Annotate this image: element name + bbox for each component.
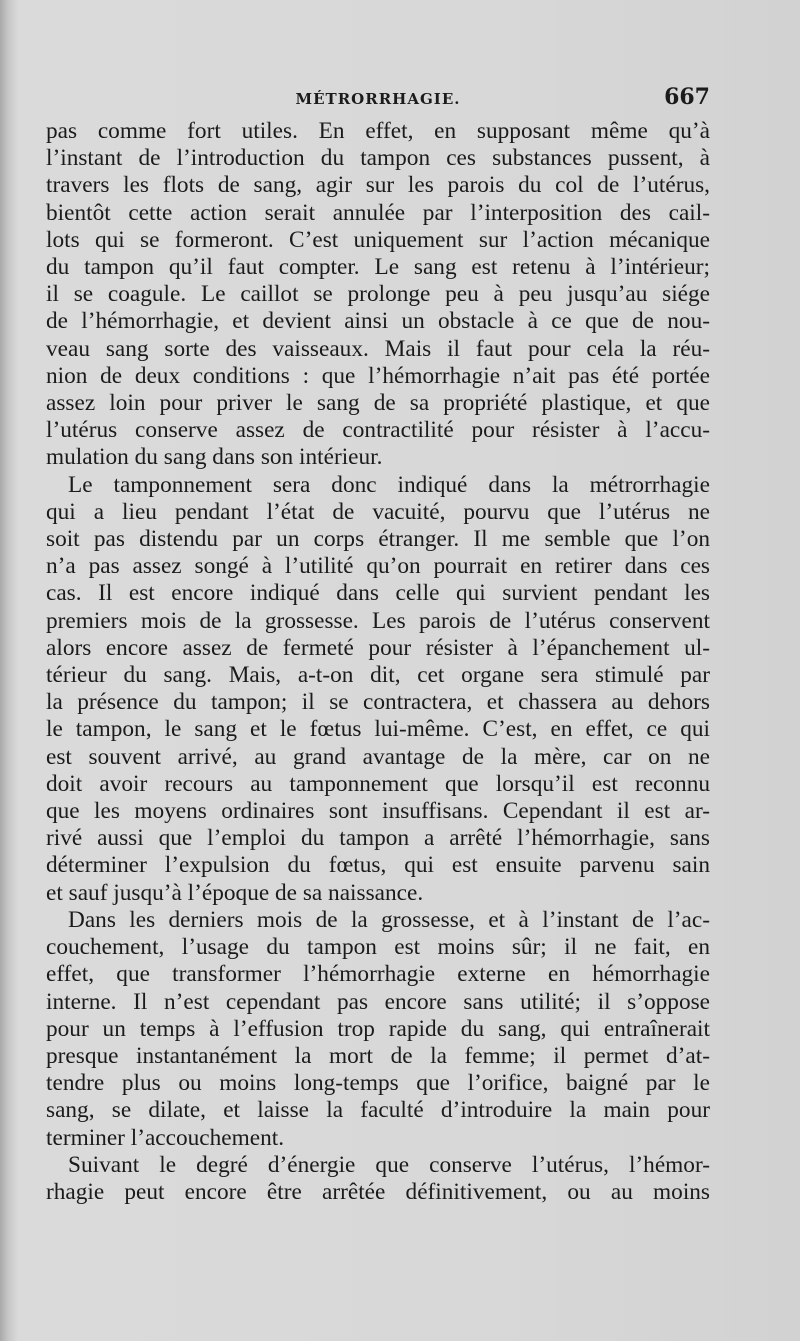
text-line: travers les flots de sang, agir sur les parois du col de l’utérus,: [46, 172, 710, 199]
text-line: sang, se dilate, et laisse la faculté d’introduire la main pour: [46, 1097, 710, 1124]
text-line: qui a lieu pendant l’état de vacuité, pourvu que l’utérus ne: [46, 498, 710, 525]
running-title: MÉTRORRHAGIE.: [295, 90, 461, 108]
page-number: 667: [664, 84, 710, 110]
text-line: presque instantanément la mort de la femme; il permet d’at-: [46, 1042, 710, 1069]
text-line: mulation du sang dans son intérieur.: [46, 444, 383, 471]
text-line: couchement, l’usage du tampon est moins sûr; il ne fait, en: [46, 934, 710, 961]
running-head: [46, 84, 710, 114]
text-line: bientôt cette action serait annulée par l’interposition des cail-: [46, 199, 710, 226]
paragraph: [46, 118, 710, 472]
text-line: et sauf jusqu’à l’époque de sa naissance.: [46, 879, 424, 906]
text-line: il se coagule. Le caillot se prolonge peu à peu jusqu’au siége: [46, 281, 710, 308]
text-line: Le tamponnement sera donc indiqué dans la métrorrhagie: [68, 471, 710, 498]
text-line: l’instant de l’introduction du tampon ces substances pussent, à: [46, 145, 710, 172]
text-line: déterminer l’expulsion du fœtus, qui est ensuite parvenu sain: [46, 852, 710, 879]
text-line: doit avoir recours au tamponnement que lorsqu’il est reconnu: [46, 770, 710, 797]
text-line: térieur du sang. Mais, a-t-on dit, cet organe sera stimulé par: [46, 662, 710, 689]
text-line: nion de deux conditions : que l’hémorrhagie n’ait pas été portée: [46, 362, 710, 389]
text-line: lots qui se formeront. C’est uniquement sur l’action mécanique: [46, 226, 710, 253]
paragraph: [46, 472, 710, 907]
text-line: rivé aussi que l’emploi du tampon a arrêté l’hémorrhagie, sans: [46, 825, 710, 852]
text-line: rhagie peut encore être arrêtée définitivement, ou au moins: [46, 1178, 710, 1205]
text-line: le tampon, le sang et le fœtus lui-même. C’est, en effet, ce qui: [46, 716, 710, 743]
text-line: de l’hémorrhagie, et devient ainsi un obstacle à ce que de nou-: [46, 308, 710, 335]
text-line: pour un temps à l’effusion trop rapide du sang, qui entraînerait: [46, 1015, 710, 1042]
text-line: terminer l’accouchement.: [46, 1124, 285, 1151]
text-line: Suivant le degré d’énergie que conserve l’utérus, l’hémor-: [68, 1151, 710, 1178]
text-line: soit pas distendu par un corps étranger. Il me semble que l’on: [46, 526, 710, 553]
paragraph: [46, 907, 710, 1152]
text-line: assez loin pour priver le sang de sa propriété plastique, et que: [46, 390, 710, 417]
text-line: alors encore assez de fermeté pour résister à l’épanchement ul-: [46, 634, 710, 661]
text-line: premiers mois de la grossesse. Les parois de l’utérus conservent: [46, 607, 710, 634]
text-line: cas. Il est encore indiqué dans celle qui survient pendant les: [46, 580, 710, 607]
text-line: n’a pas assez songé à l’utilité qu’on pourrait en retirer dans ces: [46, 553, 710, 580]
text-line: que les moyens ordinaires sont insuffisans. Cependant il est ar-: [46, 798, 710, 825]
paragraph: [46, 1152, 710, 1206]
text-line: interne. Il n’est cependant pas encore sans utilité; il s’oppose: [46, 988, 710, 1015]
text-line: la présence du tampon; il se contractera, et chassera au dehors: [46, 689, 710, 716]
text-line: effet, que transformer l’hémorrhagie externe en hémorrhagie: [46, 961, 710, 988]
text-line: Dans les derniers mois de la grossesse, et à l’instant de l’ac-: [68, 906, 710, 933]
text-line: pas comme fort utiles. En effet, en supposant même qu’à: [46, 118, 710, 144]
text-line: l’utérus conserve assez de contractilité pour résister à l’accu-: [46, 417, 710, 444]
body-text: [46, 118, 710, 1206]
text-line: du tampon qu’il faut compter. Le sang est retenu à l’intérieur;: [46, 254, 710, 281]
text-line: veau sang sorte des vaisseaux. Mais il faut pour cela la réu-: [46, 335, 710, 362]
text-line: est souvent arrivé, au grand avantage de la mère, car on ne: [46, 743, 710, 770]
text-line: tendre plus ou moins long-temps que l’orifice, baigné par le: [46, 1070, 710, 1097]
